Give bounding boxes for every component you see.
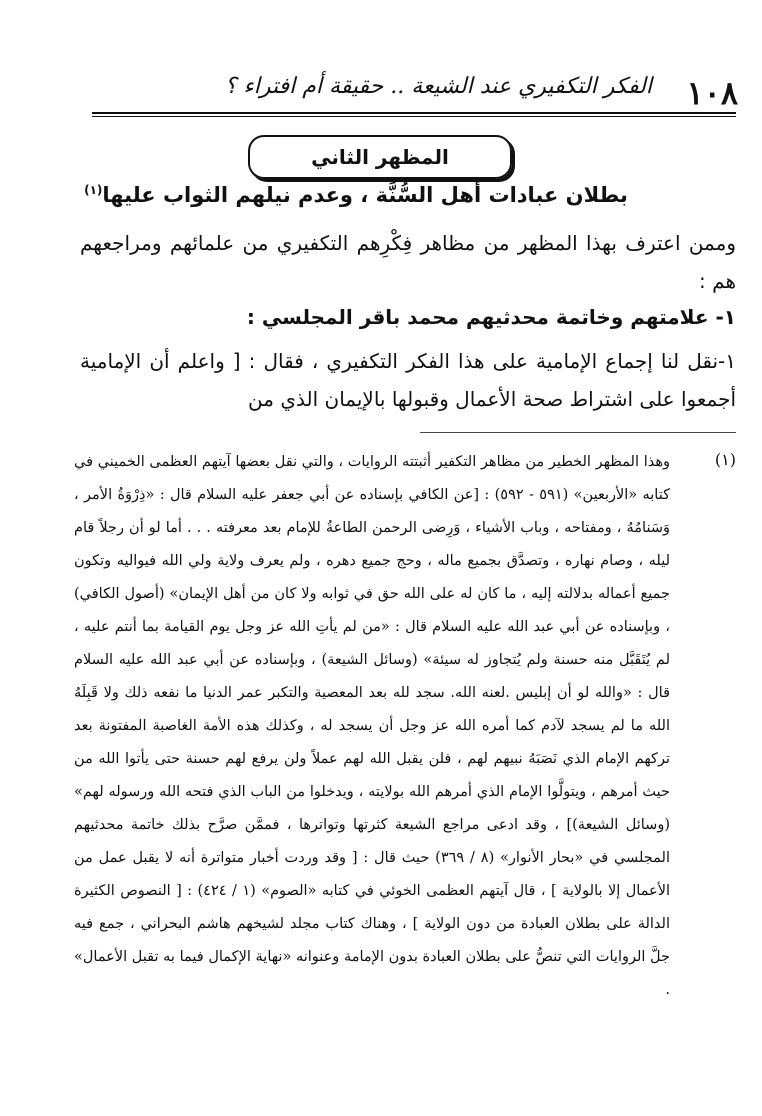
footnote-separator [420, 432, 736, 433]
footnote-text: وهذا المظهر الخطير من مظاهر التكفير أثبتته الروايات ، والتي نقل بعضها آيتهم العظمى الخميني في كتابه «الأربعين» (٥٩١ - ٥٩٢) : [عن الكافي بإسناده عن أبي جعفر عليه السلام قال : «ذِرْوَةُ الأمر ، وَسَنامُهُ ، ومفتاحه ، وباب الأشياء ، وَرِضى الرحمن الطاعةُ للإمام بعد معرفته . . . أما لو أن رجلاً قام ليله ، وصام نهاره ، وتصدَّق بجميع ماله ، وحج جميع دهره ، ولم يعرف ولاية ولي الله فيواليه وتكون جميع أعماله بدلالته إليه ، ما كان له على الله حق في ثوابه ولا كان من أهل الإيمان» (أصول الكافي) ، وبإسناده عن أبي عبد الله عليه السلام قال : «من لم يأتِ الله عز وجل يوم القيامة بما أنتم عليه ، لم يُتَقَبَّل منه حسنة ولم يُتجاوز له سيئة» (وسائل الشيعة) ، وبإسناده عن أبي عبد الله عليه السلام قال : «والله لو أن إبليس .لعنه الله. سجد لله بعد المعصية والتكبر عمر الدنيا ما نفعه ذلك ولا قَبِلَهُ الله ما لم يسجد لآدم كما أمره الله عز وجل أن يسجد له ، وكذلك هذه الأمة الغاصبة المفتونة بعد تركهم الإمام الذي نَصَبَهُ نبيهم لهم ، فلن يقبل الله لهم عملاً ولن يرفع لهم حسنة حتى يأتوا الله من حيث أمرهم ، ويتولَّوا الإمام الذي أمرهم الله بولايته ، ويدخلوا من الباب الذي فتحه الله ورسوله لهم» (وسائل الشيعة)] ، وقد ادعى مراجع الشيعة كثرتها وتواترها ، فممَّن صرَّح بذلك خاتمة محدثيهم المجلسي في «بحار الأنوار» (٨ / ٣٦٩) حيث قال : [ وقد وردت أخبار متواترة أنه لا يقبل عمل من الأعمال إلا بالولاية ] ، قال آيتهم العظمى الخوئي في كتابه «الصوم» (١ / ٤٢٤) : [ النصوص الكثيرة الدالة على بطلان العبادة من دون الولاية ] ، وهناك كتاب مجلد لشيخهم هاشم البحراني ، جمع فيه جلَّ الروايات التي تنصُّ على بطلان العبادة بدون الإمامة وعنوانه «نهاية الإكمال فيما به تقبل الأعمال» . [74, 454, 671, 998]
header-rule [92, 112, 736, 114]
intro-paragraph: وممن اعترف بهذا المظهر من مظاهر فِكْرِهم التكفيري من علمائهم ومراجعهم هم : [80, 231, 736, 293]
item-heading: ١- علامتهم وخاتمة محدثيهم محمد باقر المجلسي : [246, 305, 736, 329]
section-title-text: بطلان عبادات أهل السُّنَّة ، وعدم نيلهم الثواب عليها [102, 183, 628, 207]
running-title: الفكر التكفيري عند الشيعة .. حقيقة أم افتراء ؟ [224, 74, 652, 99]
section-label: المظهر الثاني [311, 145, 449, 169]
item-paragraph: ١-نقل لنا إجماع الإمامية على هذا الفكر التكفيري ، فقال : [ واعلم أن الإمامية أجمعوا على اشتراط صحة الأعمال وقبولها بالإيمان الذي من [80, 349, 736, 411]
footnote-number: (١) [714, 450, 736, 469]
footnote-reference[interactable]: (١) [84, 183, 103, 197]
page-number: ١٠٨ [686, 74, 738, 112]
section-label-box [248, 135, 512, 179]
header-rule-thin [92, 116, 736, 117]
section-title [60, 183, 652, 207]
